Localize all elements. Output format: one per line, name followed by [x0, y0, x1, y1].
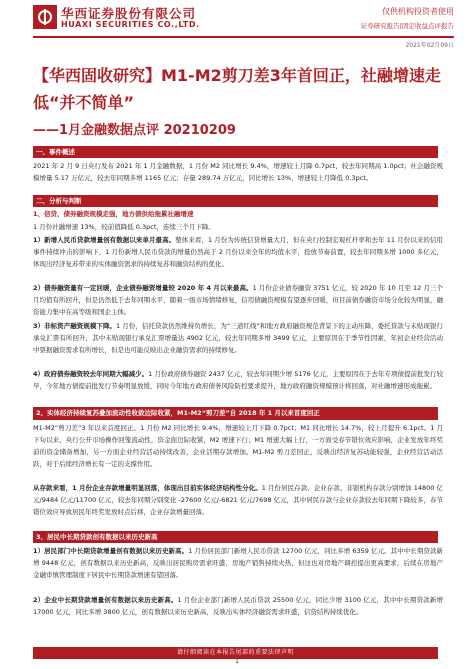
resident-loan-heading: 3、居民中长期贷款创有数据以来历史新高 [33, 531, 438, 543]
credit-heading: 1、信贷、债券融资规模走强，地方债供给拖累社融增速 [33, 210, 194, 218]
section-event-overview: 一、事件概述 [33, 146, 438, 158]
company-logo-icon [33, 5, 57, 29]
page-number: 1 [235, 658, 239, 665]
paragraph-loans: 1）新增人民币贷款增量创有数据以来单月最高。整体来看，1 月份为传统信贷增量大月，但在央行控制宏观杠杆率和去年 11 月份以来的信用事件持续冲击的影响下，1 月份新增人民币贷款的增量仍然高于 2 月份以来全年的均值水平，投放节奏前置，较去年同期多增 1000 多亿元，体现出经济复苏带来的实体融资需求的持续复苏和融资结构的优化。 [33, 236, 443, 268]
credit-intro: 1 月份社融增速 13%，较前值降低 0.3pct，连续三个月下降。 [33, 223, 215, 231]
report-header [0, 0, 474, 58]
company-name-en: HUAXI SECURITIES CO.,LTD. [61, 20, 200, 29]
event-paragraph: 2021 年 2 月 9 日央行发布 2021 年 1 月金融数据，1 月份 M2 同比增长 9.4%，增速较上月降 0.7pct，较去年同期高 1.0pct；社会融资规模增量 5.17 万亿元，较去年同期多增 1165 亿元；存量 289.74 万亿元，同比增长 13%，增速较上月降低 0.3pct。 [33, 162, 443, 182]
m1-m2-heading: 2、实体经济持续复苏叠加流动性收敛边际收紧，M1-M2“剪刀差”自 2018 年 1 月以来首度回正 [33, 407, 438, 420]
m1-m2-paragraph: M1-M2“剪刀差”3 年以来首度回正。1 月份 M2 同比增长 9.4%，增速较上月下降 0.7pct；M1 同比增长 14.7%，较上月提升 6.1pct。1 月下旬以来，央行公开市场操作回笼流动性，资金面边际收紧，M2 增速下行；M1 增速大幅上行，一方面受春节错位效应影响，企业发放年终奖前的资金储备增加，另一方面企业经营活动持续改善，企业活期存款增加。M1-M2 剪刀差回正，反映出经济复苏动能较强，企业经营活动活跃，对于后续经济增长有一定的支撑作用。 [33, 424, 443, 468]
report-type: 证券研究报告|固定收益点评报告 [360, 22, 454, 30]
company-name-cn: 华西证券股份有限公司 [61, 6, 197, 21]
corporate-loan-paragraph: 2）企业中长期贷款增量创有数据以来历史新高。1 月份企业部门新增人民币贷款 25500 亿元，同比少增 3100 亿元，其中中长期贷款新增 17000 亿元，同比多增 3800 亿元，创有数据以来历史新高，反映出实体经济融资需求旺盛，信贷结构持续优化。 [33, 596, 443, 616]
footer-disclaimer: 请仔细阅读在本报告尾部的重要法律声明 [33, 647, 438, 659]
header-divider [33, 36, 454, 38]
report-subtitle: ——1月金融数据点评 20210209 [33, 123, 236, 138]
paragraph-bonds: 2）债券融资量有一定回暖，企业债券融资增量较 2020 年 4 月以来最高。1 月份企业债券融资 3751 亿元，较 2020 年 10 月至 12 月三个月均值有所回升，但是仍然低于去年同期水平，随着一级市场情绪修复，信用债融资规模有望逐步回暖，但目前债券融资市场分化较为明显，融资能力集中在高等级和国企主体。 [33, 284, 443, 316]
report-date: 2021年02月09日 [405, 42, 454, 49]
paragraph-government-bonds: 4）政府债券融资较去年同期大幅减少。1 月份政府债券融资 2437 亿元，较去年同期少增 5176 亿元，主要原因在于去年专项债提前批发行较早，今年地方债提前批发行节奏明显放缓，同时今年地方政府债务风险防控要求提升，地方政府融资规模预计将回落，对社融增速形成拖累。 [33, 370, 443, 390]
report-title: 【华西固收研究】M1-M2剪刀差3年首回正，社融增速走低“并不简单” [33, 66, 441, 112]
section-analysis: 二、分析与判断 [33, 195, 438, 207]
paragraph-nonstandard: 3）非标资产融资规模下降。1 月份，信托贷款仍然维持负增长，为“三道红线”和地方政府融资规范背景下的主动压降，委托贷款与未贴现银行承兑汇票有所回升，其中未贴现银行承兑汇票增量达 4902 亿元，较去年同期多增 3499 亿元，主要原因在于季节性因素，年初企业经营活动中票据融资需求有所增长，但是也可能反映出企业融资需求的持续修复。 [33, 322, 443, 354]
usage-notice: 仅供机构投资者使用 [382, 7, 454, 16]
deposit-paragraph: 从存款来看，1 月份企业存款增量明显回落，体现出目前实体经济结构性分化。1 月份居民存款、企业存款、非银机构存款分别增加 14800 亿元/9484 亿元/11700 亿元，较去年同期分别变化 -27600 亿元/-6821 亿元/7698 亿元，其中居民存款与企业存款较去年同期下降较多，春节错位效应导致居民年终奖发放时点后移，企业存款增量回落。 [33, 484, 443, 516]
resident-loan-paragraph: 1）居民部门中长期贷款增量创有数据以来历史新高。1 月份居民部门新增人民币贷款 12700 亿元，同比多增 6359 亿元。其中中长期贷款新增 9448 亿元，创有数据以来历史新高，反映出居民购房需求旺盛，房地产销售持续火热，但这也对房地产调控提出更高要求，后续在房地产金融审慎管理制度下居民中长期贷款增速有望回落。 [33, 547, 443, 579]
